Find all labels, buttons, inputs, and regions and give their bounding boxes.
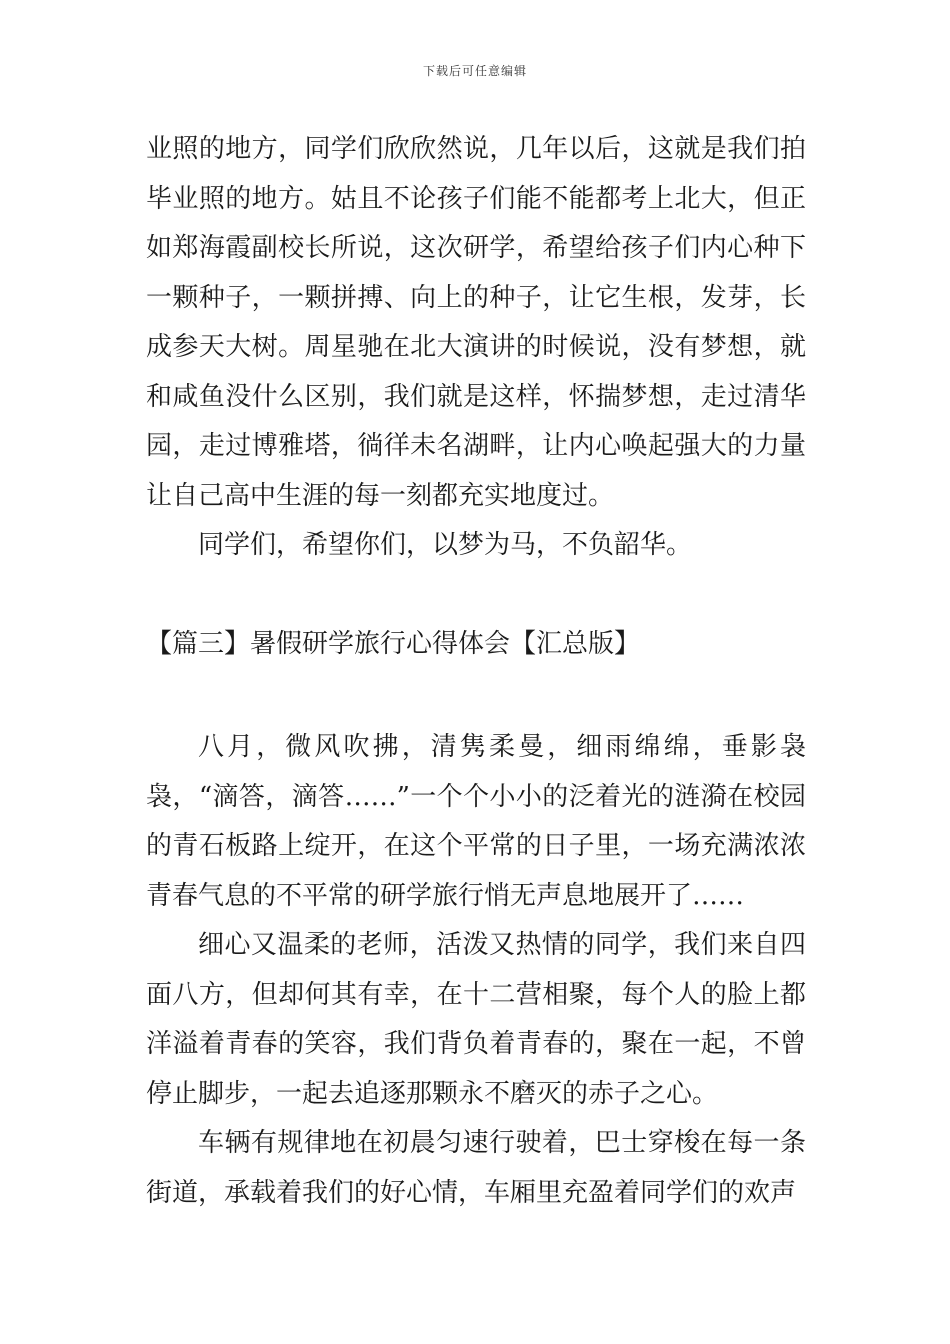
paragraph-1: 八月，微风吹拂，清隽柔曼，细雨绵绵，垂影袅袅，“滴答，滴答……”一个个小小的泛着光的涟漪在校园的青石板路上绽开，在这个平常的日子里，一场充满浓浓青春气息的不平常的研学旅行悄无声息地展开了…… (146, 732, 806, 911)
paragraph-closing: 同学们，希望你们，以梦为马，不负韶华。 (198, 530, 693, 560)
section-three-body (146, 723, 806, 1218)
page-header: 下载后可任意编辑 (422, 64, 527, 78)
paragraph-2: 细心又温柔的老师，活泼又热情的同学，我们来自四面八方，但却何其有幸，在十二营相聚，每个人的脸上都洋溢着青春的笑容，我们背负着青春的，聚在一起，不曾停止脚步，一起去追逐那颗永不磨灭的赤子之心。 (146, 930, 806, 1109)
section-title: 【篇三】暑假研学旅行心得体会【汇总版】 (146, 629, 641, 659)
paragraph-3: 车辆有规律地在初晨匀速行驶着，巴士穿梭在每一条街道，承载着我们的好心情，车厢里充盈着同学们的欢声 (146, 1128, 806, 1208)
paragraph-continuation: 业照的地方，同学们欣欣然说，几年以后，这就是我们拍毕业照的地方。姑且不论孩子们能不能都考上北大，但正如郑海霞副校长所说，这次研学，希望给孩子们内心种下一颗种子，一颗拼搏、向上的种子，让它生根，发芽，长成参天大树。周星驰在北大演讲的时候说，没有梦想，就和咸鱼没什么区别，我们就是这样，怀揣梦想，走过清华园，走过博雅塔，徜徉未名湖畔，让内心唤起强大的力量让自己高中生涯的每一刻都充实地度过。 (146, 134, 806, 511)
section-one-body (146, 125, 806, 571)
